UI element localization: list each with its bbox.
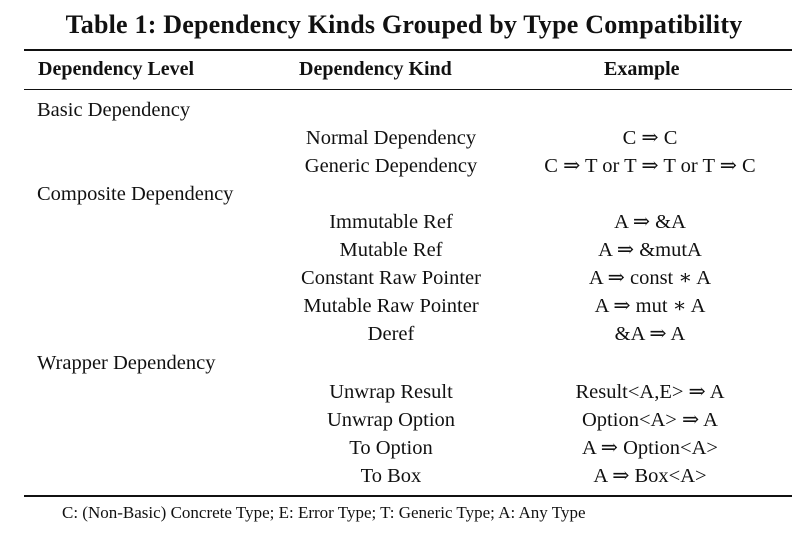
table-title: Table 1: Dependency Kinds Grouped by Type Compatibility [65,10,743,39]
kind-unwrap-option: Unwrap Option [326,409,456,431]
example-mutable-raw-pointer: A ⇒ mut ∗ A [594,295,706,317]
kind-generic-dependency: Generic Dependency [304,155,478,177]
group-composite-label: Composite Dependency [37,183,234,205]
example-normal-dependency: C ⇒ C [622,127,678,149]
kind-unwrap-result: Unwrap Result [329,381,453,403]
example-to-option: A ⇒ Option<A> [582,437,718,459]
example-unwrap-result: Result<A,E> ⇒ A [575,381,725,403]
kind-mutable-ref: Mutable Ref [339,239,443,261]
header-rule [24,89,792,90]
kind-to-box: To Box [360,465,422,487]
example-constant-raw-pointer: A ⇒ const ∗ A [588,267,712,289]
example-unwrap-option: Option<A> ⇒ A [582,409,718,431]
kind-normal-dependency: Normal Dependency [305,127,477,149]
header-kind: Dependency Kind [299,58,452,80]
group-wrapper-label: Wrapper Dependency [37,352,216,374]
example-mutable-ref: A ⇒ &mutA [598,239,702,261]
table-footnote: C: (Non-Basic) Concrete Type; E: Error Type; T: Generic Type; A: Any Type [62,503,586,522]
example-to-box: A ⇒ Box<A> [593,465,707,487]
kind-mutable-raw-pointer: Mutable Raw Pointer [303,295,479,317]
header-example: Example [604,58,680,80]
header-level: Dependency Level [38,58,195,80]
group-basic-label: Basic Dependency [37,99,191,121]
bottom-rule [24,495,792,497]
example-deref: &A ⇒ A [614,323,686,345]
kind-immutable-ref: Immutable Ref [329,211,453,233]
example-immutable-ref: A ⇒ &A [614,211,686,233]
kind-constant-raw-pointer: Constant Raw Pointer [301,267,481,289]
top-rule [24,49,792,51]
kind-to-option: To Option [349,437,433,459]
example-generic-dependency: C ⇒ T or T ⇒ T or T ⇒ C [544,155,756,177]
kind-deref: Deref [367,323,415,345]
